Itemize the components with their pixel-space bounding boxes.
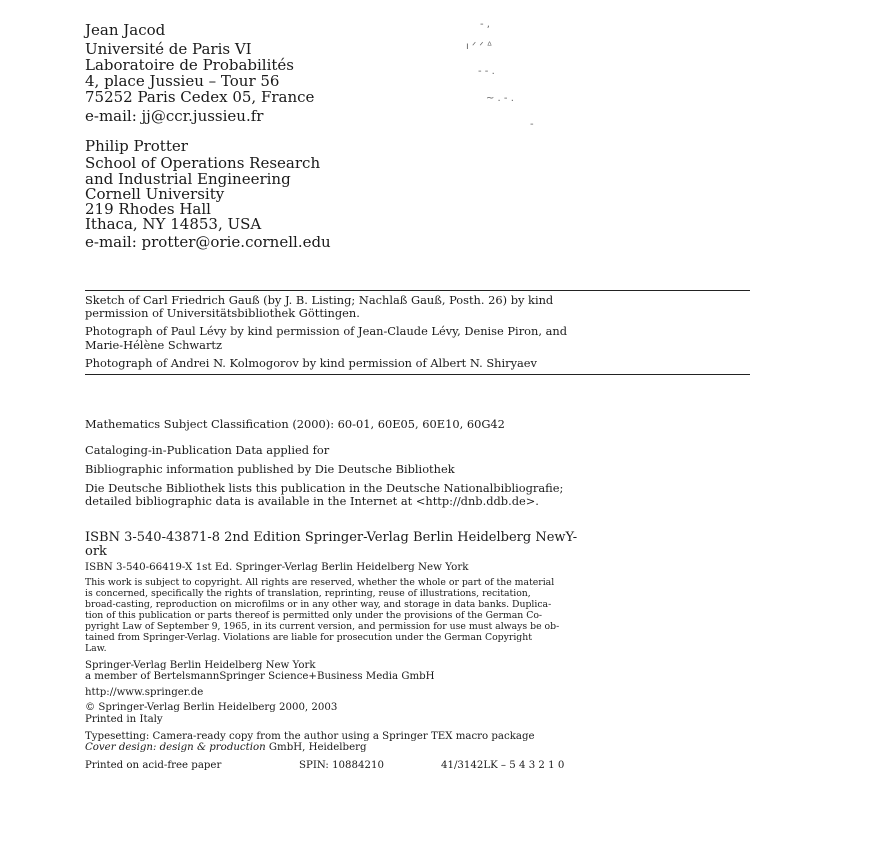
credit-gauss-line1: Sketch of Carl Friedrich Gauß (by J. B. Listing; Nachlaß Gauß, Posth. 26) by kind — [85, 293, 554, 307]
author2-email: e-mail: protter@orie.cornell.edu — [85, 233, 331, 251]
print-code: 41/3142LK – 5 4 3 2 1 0 — [441, 760, 565, 771]
copyright-line: This work is subject to copyright. All rights are reserved, whether the whole or part of the material — [85, 577, 555, 588]
scan-mark: - — [530, 119, 534, 130]
author1-email: e-mail: jj@ccr.jussieu.fr — [85, 107, 264, 125]
scan-mark: - - . — [478, 66, 495, 77]
copyright-line: is concerned, specifically the rights of translation, reprinting, reuse of illustrations, recitation, — [85, 588, 531, 599]
copyright-line: pyright Law of September 9, 1965, in its current version, and permission for use must always be ob- — [85, 621, 560, 632]
credit-kolmogorov: Photograph of Andrei N. Kolmogorov by kind permission of Albert N. Shiryaev — [85, 356, 537, 370]
publisher-name: Springer-Verlag Berlin Heidelberg New York — [85, 660, 316, 671]
credit-gauss-line2: permission of Universitätsbibliothek Göttingen. — [85, 306, 360, 320]
copyright-line: tained from Springer-Verlag. Violations are liable for prosecution under the German Copyright — [85, 632, 532, 643]
cover-design-firm: design & production — [159, 742, 266, 753]
scan-mark: ı ᐟ ᐟ ᐞ — [466, 41, 493, 52]
credit-levy-line2: Marie-Hélène Schwartz — [85, 338, 222, 352]
cover-design-line — [85, 742, 367, 753]
cip-line3b: detailed bibliographic data is available in the Internet at <http://dnb.ddb.de>. — [85, 494, 539, 508]
author1-street: 4, place Jussieu – Tour 56 — [85, 72, 280, 90]
isbn-2nd-line1: ISBN 3-540-43871-8 2nd Edition Springer-Verlag Berlin Heidelberg NewY- — [85, 530, 578, 545]
cip-line3a: Die Deutsche Bibliothek lists this publication in the Deutsche Nationalbibliografie; — [85, 481, 564, 495]
author2-dept: and Industrial Engineering — [85, 170, 291, 188]
author2-street: 219 Rhodes Hall — [85, 200, 211, 218]
author2-school: School of Operations Research — [85, 154, 321, 172]
spin-number: SPIN: 10884210 — [299, 760, 384, 771]
scan-mark: ~ . - . — [486, 93, 514, 104]
isbn-2nd-line2: ork — [85, 544, 107, 559]
acid-free-paper: Printed on acid-free paper — [85, 760, 222, 771]
typesetting-line: Typesetting: Camera-ready copy from the author using a Springer TEX macro package — [85, 731, 535, 742]
cover-design-rest: GmbH, Heidelberg — [265, 742, 367, 753]
author2-university: Cornell University — [85, 185, 225, 203]
author1-city: 75252 Paris Cedex 05, France — [85, 88, 315, 106]
cip-line2: Bibliographic information published by Die Deutsche Bibliothek — [85, 462, 455, 476]
cover-design-label: Cover design: — [85, 742, 160, 753]
author1-lab: Laboratoire de Probabilités — [85, 56, 295, 74]
author2-city: Ithaca, NY 14853, USA — [85, 215, 262, 233]
copyright-year: © Springer-Verlag Berlin Heidelberg 2000, 2003 — [85, 702, 338, 713]
subject-classification: Mathematics Subject Classification (2000): 60-01, 60E05, 60E10, 60G42 — [85, 417, 505, 431]
cip-line1: Cataloging-in-Publication Data applied for — [85, 443, 330, 457]
isbn-1st: ISBN 3-540-66419-X 1st Ed. Springer-Verlag Berlin Heidelberg New York — [85, 561, 469, 573]
author1-name: Jean Jacod — [85, 21, 166, 39]
copyright-line: Law. — [85, 643, 107, 654]
rule-top — [85, 290, 750, 291]
copyright-line: broad-casting, reproduction on microfilms or in any other way, and storage in data banks. Duplica- — [85, 599, 552, 610]
publisher-url: http://www.springer.de — [85, 687, 204, 698]
credit-levy-line1: Photograph of Paul Lévy by kind permission of Jean-Claude Lévy, Denise Piron, and — [85, 324, 567, 338]
rule-bottom — [85, 374, 750, 375]
copyright-line: tion of this publication or parts thereof is permitted only under the provisions of the German Co- — [85, 610, 543, 621]
printed-in: Printed in Italy — [85, 714, 163, 725]
publisher-member: a member of BertelsmannSpringer Science+Business Media GmbH — [85, 671, 435, 682]
author2-name: Philip Protter — [85, 137, 188, 155]
scan-mark: - , — [480, 19, 490, 30]
author1-university: Université de Paris VI — [85, 40, 252, 58]
